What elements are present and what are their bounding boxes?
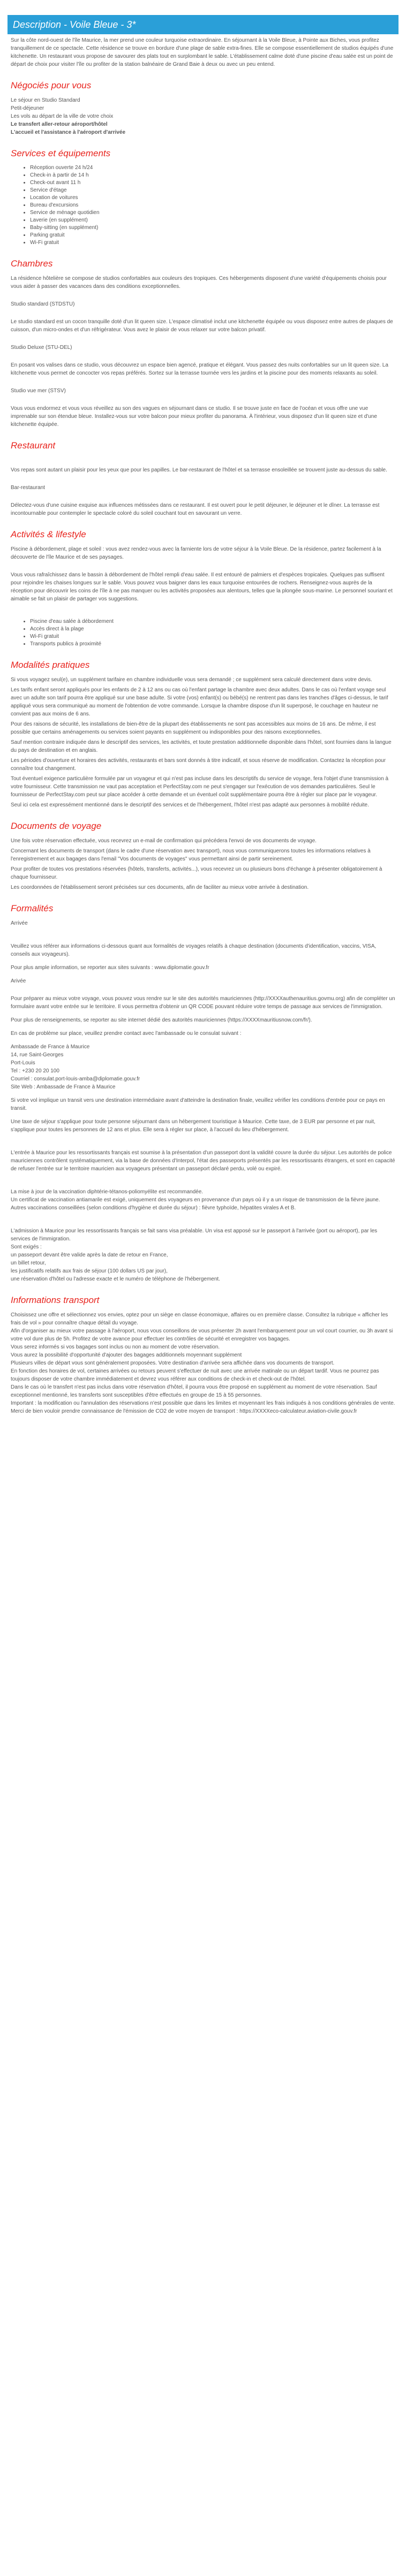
studio-vue-mer-text: Vous vous endormez et vous vous réveillez au son des vagues en séjournant dans ce studio. Il se trouve juste en face de l'océan et vous offre une vue imprenable sur son étendue bleue. Installez-vous sur votre balcon pour mieux profiter du panorama. À l'intérieur, vous disposez d'un lit queen size et d'une kitchenette équipée. xyxy=(11,406,377,428)
modalites-text: Seul ici cela est expressément mentionné dans le descriptif des services et de l'hébergement, l'hôtel n'est pas adapté aux personnes à mobilité réduite. xyxy=(11,802,369,808)
bar-restaurant-title: Bar-restaurant xyxy=(11,485,45,491)
section-title-services: Services et équipements xyxy=(11,148,111,158)
list-item: • Parking gratuit xyxy=(30,232,395,239)
formalites-text: Veuillez vous référer aux informations ci-dessous quant aux formalités de voyages relatifs à chaque destination (documents d'identification, vaccins, VISA, conseils aux voyageurs). xyxy=(11,943,377,957)
formalites-text: La mise à jour de la vaccination diphtérie-tétanos-poliomyélite est recommandée. Un certificat de vaccination antiamarile est exigé, uniquement des voyageurs en provenance d'un pays où il y a un risque de transmission de la fièvre jaune. Autres vaccinations conseillées (selon conditions d'hygiène et durée du séjour) : fièvre typhoïde, hépatites virales A et B. xyxy=(11,1189,380,1211)
formalites-text: Si votre vol implique un transit vers une destination intermédiaire avant d'atteindre la destination finale, veuillez vérifier les conditions d'entrée pour ce pays en transit. xyxy=(11,1098,385,1111)
formalites-text: Pour plus ample information, se reporter aux sites suivants : www.diplomatie.gouv.fr xyxy=(11,965,209,971)
transport-text: Choisissez une offre et sélectionnez vos envies, optez pour un siège en classe économique, affaires ou en première classe. Consultez la rubrique « afficher les frais de vol » pour connaître chaque détail du voyage. Afin d'organiser au mieux votre passage à l'aéroport, nous vous conseillons de vous présenter 2h avant l'embarquement pour un vol court courrier, ou 3h avant si votre vol dure plus de 5h. Profitez de votre avance pour effectuer les contrôles de sécurité et enregistrer vos bagages. Vous serez informés si vos bagages sont inclus ou non au moment de votre réservation. Vous aurez la possibilité d'opportunité d'ajouter des bagages additionnels moyennant supplément Plusieurs villes de départ vous sont généralement proposées. Votre destination d'arrivée sera affichée dans vos documents de transport. En fonction des horaires de vol, certaines arrivées ou retours peuvent s'effectuer de nuit avec une arrivée matinale ou un départ tardif. Vous ne pourrez pas toujours disposer de votre chambre immédiatement et devrez vous référer aux conditions de check-in et check-out de l'hôtel. Dans le cas où le transfert n'est pas inclus dans votre réservation d'hôtel, il pourra vous être proposé en supplément au moment de votre réservation. Sauf exceptionnel mentionné, les transferts sont susceptibles d'être effectués en groupe de 15 à 55 personnes. Important : la modification ou l'annulation des réservations n'est possible que dans les limites et moyennant les frais indiqués à nos conditions générales de vente. Merci de bien vouloir prendre connaissance de l'émission de CO2 de votre moyen de transport : https://XXXXeco-calculateur.aviation-civile.gouv.fr xyxy=(11,1312,395,1414)
modalites-text: Pour des raisons de sécurité, les installations de bien-être de la plupart des établissements ne sont pas accessibles aux moins de 16 ans. De même, il est possible que certains aménagements ou services soient payants en supplément ou indisponibles pour des raisons exceptionnelles. xyxy=(11,721,376,735)
section-title-negocies: Négociés pour vous xyxy=(11,80,92,90)
documents-text: Concernant les documents de transport (dans le cadre d'une réservation avec transport), nous vous communiquerons toutes les informations relatives à l'enregistrement et aux bagages dans l'email "Vos documents de voyages" vous permettant ainsi de partir sereinement. xyxy=(11,848,371,862)
formalites-arrivee: Arrivée xyxy=(11,920,28,926)
list-item: • Accès direct à la plage xyxy=(30,626,395,633)
intro-text: Sur la côte nord-ouest de l'île Maurice, la mer prend une couleur turquoise extraordinaire. En séjournant à la Voile Bleue, à Pointe aux Biches, vous profitez tranquillement de ce spectacle. Cette résidence se trouve en bordure d'une plage de sable extra-fines. Elle se compose essentiellement de studios équipés d'une kitchenette. Un restaurant vous propose de savourer des plats tout en surplombant le sable. L'établissement calme doté d'une piscine d'eau salée est un point de départ de choix pour visiter l'île ou profiter de la station balnéaire de Grand Baie à deux ou avec un peu entend. xyxy=(11,37,394,67)
formalites-text: L'entrée à Maurice pour les ressortissants français est soumise à la présentation d'un passeport dont la validité couvre la durée du séjour. Les autorités de police mauriciennes contrôlent systématiquement, via la base de données d'Interpol, l'état des passeports présentés par les ressortissants étrangers, et sont en capacité de refuser l'entrée sur le territoire mauricien aux voyageurs présentant un passeport déclaré perdu, volé ou expiré. xyxy=(11,1150,395,1172)
services-list xyxy=(11,164,395,247)
studio-deluxe-text: En posant vos valises dans ce studio, vous découvrez un espace bien agencé, pratique et élégant. Vous passez des nuits confortables sur un lit queen size. La kitchenette vous permet de concocter vos repas préférés. Sortez sur la terrasse tournée vers les jardins et la piscine pour des moments relaxants au soleil. xyxy=(11,362,388,376)
embassy-address: Ambassade de France à Maurice 14, rue Saint-Georges Port-Louis Tel : +230 20 20 100 Courriel : consulat.port-louis-amba@diplomatie.gouv.fr Site Web : Ambassade de France à Maurice xyxy=(11,1044,140,1090)
list-item: • Wi-Fi gratuit xyxy=(30,633,395,641)
list-item: • Service d'étage xyxy=(30,187,395,194)
modalites-text: Tout éventuel exigence particulière formulée par un voyageur et qui n'est pas incluse dans les descriptifs du service de voyage, fera l'objet d'une transmission à votre fournisseur. Cette transmission ne vaut pas acceptation et PerfectStay.com ne peut s'engager sur l'exécution de vos demandes particulières. Seul le fournisseur de PerfectStay.com peut sur place accéder à cette demande et un éventuel coût supplémentaire pourra être à régler sur place par le voyageur. xyxy=(11,776,389,798)
bar-restaurant-text: Délectez-vous d'une cuisine exquise aux influences métissées dans ce restaurant. Il est ouvert pour le petit déjeuner, le déjeuner et le dîner. La terrasse est incontournable pour contempler le spectacle coloré du soleil couchant tout en savourant un verre. xyxy=(11,502,380,516)
section-title-transport: Informations transport xyxy=(11,1295,100,1305)
section-title-modalites: Modalités pratiques xyxy=(11,660,90,670)
list-item: • Check-out avant 11 h xyxy=(30,179,395,187)
description-banner xyxy=(7,15,399,34)
formalites-text: En cas de problème sur place, veuillez prendre contact avec l'ambassade ou le consulat suivant : xyxy=(11,1031,242,1037)
formalites-text: Une taxe de séjour s'applique pour toute personne séjournant dans un hébergement touristique à Maurice. Cette taxe, de 3 EUR par personne et par nuit, s'applique pour toutes les personnes de 12 ans et plus. Elle sera à régler sur place, à l'accueil du lieu d'hébergement. xyxy=(11,1119,375,1133)
section-title-formalites: Formalités xyxy=(11,903,54,913)
documents-text: Pour profiter de toutes vos prestations réservées (hôtels, transferts, activités...), vous recevrez un ou plusieurs bons d'échange à présenter obligatoirement à chaque fournisseur. xyxy=(11,866,382,880)
studio-standard-text: Le studio standard est un cocon tranquille doté d'un lit queen size. L'espace climatisé inclut une kitchenette équipée ou vous disposez entre autres de plaques de cuisson, d'un micro-ondes et d'un réfrigérateur. Vous avez le plaisir de vous relaxer sur votre balcon privatif. xyxy=(11,319,393,333)
restaurant-intro: Vos repas sont autant un plaisir pour les yeux que pour les papilles. Le bar-restaurant de l'hôtel et sa terrasse ensoleillée se trouvent juste au-dessus du sable. xyxy=(11,467,387,473)
studio-vue-mer-title: Studio vue mer (STSV) xyxy=(11,388,66,394)
documents-text: Les coordonnées de l'établissement seront précisées sur ces documents, afin de faciliter au mieux votre arrivée à destination. xyxy=(11,885,309,890)
negocies-block xyxy=(11,96,395,136)
list-item: • Transports publics à proximité xyxy=(30,641,395,648)
activites-text: Piscine à débordement, plage et soleil : vous avez rendez-vous avec la farniente lors de votre séjour à la Voile Bleue. De la résidence, partez facilement à la découverte de l'île Maurice et de ses paysages. xyxy=(11,546,381,560)
list-item: • Réception ouverte 24 h/24 xyxy=(30,164,395,172)
section-title-activites: Activités & lifestyle xyxy=(11,529,86,539)
list-item: • Piscine d'eau salée à débordement xyxy=(30,618,395,626)
activites-list xyxy=(11,618,395,648)
list-item: • Baby-sitting (en supplément) xyxy=(30,224,395,232)
negocies-line: Les vols au départ de la ville de votre choix xyxy=(11,113,114,119)
list-item: • Wi-Fi gratuit xyxy=(30,239,395,247)
chambres-intro: La résidence hôtelière se compose de studios confortables aux couleurs des tropiques. Ces hébergements disposent d'une variété d'équipements choisis pour vous aider à passer des vacances dans des conditions exceptionnelles. xyxy=(11,276,387,289)
section-title-restaurant: Restaurant xyxy=(11,440,56,451)
list-item: • Laverie (en supplément) xyxy=(30,217,395,224)
studio-deluxe-title: Studio Deluxe (STU-DEL) xyxy=(11,345,72,350)
section-title-chambres: Chambres xyxy=(11,258,53,269)
formalites-text: Arivée xyxy=(11,978,26,984)
page xyxy=(0,15,406,1437)
formalites-text: Pour préparer au mieux votre voyage, vous pouvez vous rendre sur le site des autorités mauriciennes (http://XXXXauthenauritius.govmu.org) afin de compléter un formulaire avant votre entrée sur le territoire. Il vous permettra d'obtenir un QR CODE pouvant réduire votre temps de passage aux services de l'immigration. xyxy=(11,996,395,1010)
modalites-text: Les périodes d'ouverture et horaires des activités, restaurants et bars sont donnés à titre indicatif, et sous réserve de modification. Contactez la réception pour connaître tout changement. xyxy=(11,758,386,772)
studio-standard-title: Studio standard (STDSTU) xyxy=(11,301,75,307)
list-item: • Check-in à partir de 14 h xyxy=(30,172,395,179)
modalites-text: Sauf mention contraire indiquée dans le descriptif des services, les activités, et toute prestation additionnelle disponible dans l'hôtel, sont fournies dans la langue du pays de destination et en anglais. xyxy=(11,740,392,753)
banner-title: Description - Voile Bleue - 3* xyxy=(13,19,136,30)
negocies-line: Petit-déjeuner xyxy=(11,105,44,111)
formalites-text: Pour plus de renseignements, se reporter au site internet dédié des autorités mauriciennes (https://XXXXmauritiusnow.com/fr/). xyxy=(11,1017,312,1023)
list-item: • Location de voitures xyxy=(30,194,395,202)
modalites-text: Si vous voyagez seul(e), un supplément tarifaire en chambre individuelle vous sera demandé ; ce supplément sera calculé directement dans votre devis. xyxy=(11,677,372,683)
formalites-text: L'admission à Maurice pour les ressortissants français se fait sans visa préalable. Un visa est apposé sur le passeport à l'arrivée (port ou aéroport), par les services de l'immigration. Sont exigés : un passeport devant être valide après la date de retour en France, un billet retour, les justificatifs relatifs aux frais de séjour (100 dollars US par jour), une réservation d'hôtel ou l'adresse exacte et le numéro de téléphone de l'hébergement. xyxy=(11,1228,378,1282)
documents-text: Une fois votre réservation effectuée, vous recevrez un e-mail de confirmation qui précédera l'envoi de vos documents de voyage. xyxy=(11,838,317,844)
modalites-text: Les tarifs enfant seront appliqués pour les enfants de 2 à 12 ans ou cas où l'enfant partage la chambre avec deux adultes. Dans le cas où l'enfant voyage seul avec un adulte son tarif pourra être appliqué sur une base adulte. Si votre (vos) enfant(s) ou bébé(s) ne rentrent pas dans les tranches d'âges ci-dessus, le tarif appliqué vous sera communiqué au moment de l'obtention de votre commande. Lorsque la chambre dispose d'un lit superposé, le couchage en hauteur ne convient pas aux moins de 6 ans. xyxy=(11,687,388,717)
content xyxy=(0,36,406,1415)
list-item: • Service de ménage quotidien xyxy=(30,209,395,217)
list-item: • Bureau d'excursions xyxy=(30,202,395,209)
negocies-line: L'accueil et l'assistance à l'aéroport d'arrivée xyxy=(11,129,126,135)
activites-text: Vous vous rafraîchissez dans le bassin à débordement de l'hôtel rempli d'eau salée. Il est entouré de palmiers et d'espèces tropicales. Quelques pas suffisent pour rejoindre les chaises longues sur le sable. Vous pouvez vous baigner dans les eaux turquoise entourées de rochers. Renseignez-vous auprès de la réception pour découvrir les coins de l'île à ne pas manquer ou les activités proposées aux alentours, telles que la plongée sous-marine. Le personnel souriant et aimable se fait un plaisir de partager vos suggestions. xyxy=(11,572,393,602)
negocies-line: Le séjour en Studio Standard xyxy=(11,97,80,103)
negocies-line: Le transfert aller-retour aéroport/hôtel xyxy=(11,121,108,127)
section-title-documents: Documents de voyage xyxy=(11,821,102,831)
